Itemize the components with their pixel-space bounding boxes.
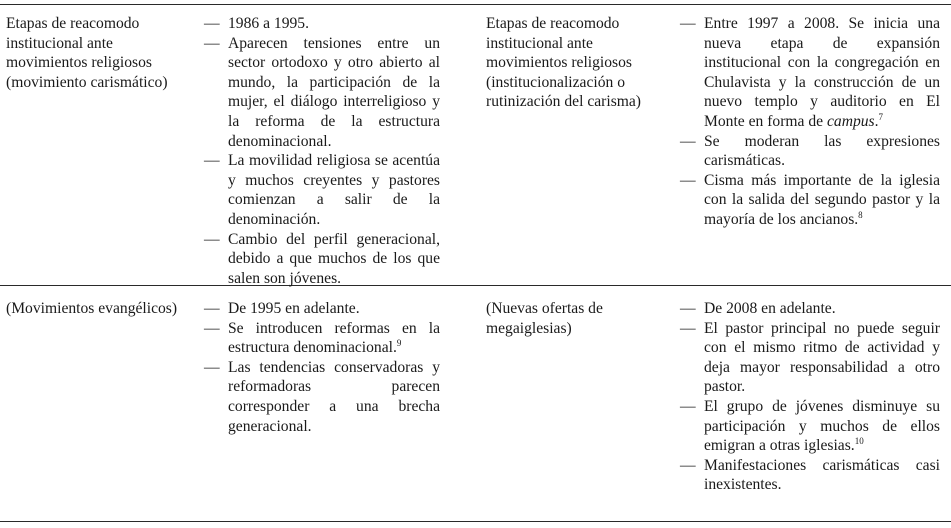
- list-item: — Entre 1997 a 2008. Se inicia una nueva etapa de expansión institucional con la congregación en Chulavista y la construcción de un nuevo templo y auditorio en El Monte en forma de campus.$^7$: [680, 14, 940, 132]
- list-item: — Cambio del perfil generacional, debido a que muchos de los que salen son jóvenes.: [204, 230, 440, 289]
- list-item: — De 2008 en adelante.: [680, 299, 940, 319]
- list-item: — Manifestaciones carismáticas casi inexistentes.: [680, 456, 940, 495]
- list-item: — Aparecen tensiones entre un sector ortodoxo y otro abierto al mundo, la participación de la mujer, el diálogo interreligioso y la reforma de la estructura denominacional.: [204, 34, 440, 152]
- table-bottom-rule: [0, 521, 951, 522]
- list-item: — El grupo de jóvenes disminuye su participación y muchos de ellos emigran a otras iglesias.$^{10}$: [680, 397, 940, 456]
- row2-left-items: [204, 299, 440, 436]
- table-row-divider: [0, 285, 951, 286]
- list-item: — Las tendencias conservadoras y reformadoras parecen corresponder a una brecha generacional.: [204, 358, 440, 436]
- list-item: — De 1995 en adelante.: [204, 299, 440, 319]
- list-item: — Se introducen reformas en la estructura denominacional.$^9$: [204, 319, 440, 358]
- row2-right-items: [680, 299, 940, 495]
- list-item: — Cisma más importante de la iglesia con la salida del segundo pastor y la mayoría de los ancianos.$^8$: [680, 171, 940, 230]
- row2-right-label: (Nuevas ofertas de megaiglesias): [486, 300, 603, 337]
- row1-left-items: [204, 14, 440, 288]
- list-item: — La movilidad religiosa se acentúa y muchos creyentes y pastores comienzan a salir de la denominación.: [204, 151, 440, 229]
- list-item: — 1986 a 1995.: [204, 14, 440, 34]
- table-top-rule: [0, 4, 951, 5]
- row2-left-label: (Movimientos evangélicos): [6, 300, 178, 317]
- row1-right-label: Etapas de reacomodo institucional ante movimientos religiosos (institucionalización o rutinización del carisma): [486, 15, 642, 111]
- footnote-ref: 8: [858, 209, 863, 220]
- list-item: — Se moderan las expresiones carismáticas.: [680, 132, 940, 171]
- row1-right-items: [680, 14, 940, 230]
- footnote-ref: 7: [878, 111, 884, 122]
- footnote-ref: 9: [396, 338, 402, 348]
- list-item: — El pastor principal no puede seguir con el mismo ritmo de actividad y deja mayor responsabilidad a otro pastor.: [680, 319, 940, 397]
- row1-left-label: Etapas de reacomodo institucional ante movimientos religiosos (movimiento carismático): [6, 15, 168, 91]
- footnote-ref: 10: [854, 435, 864, 446]
